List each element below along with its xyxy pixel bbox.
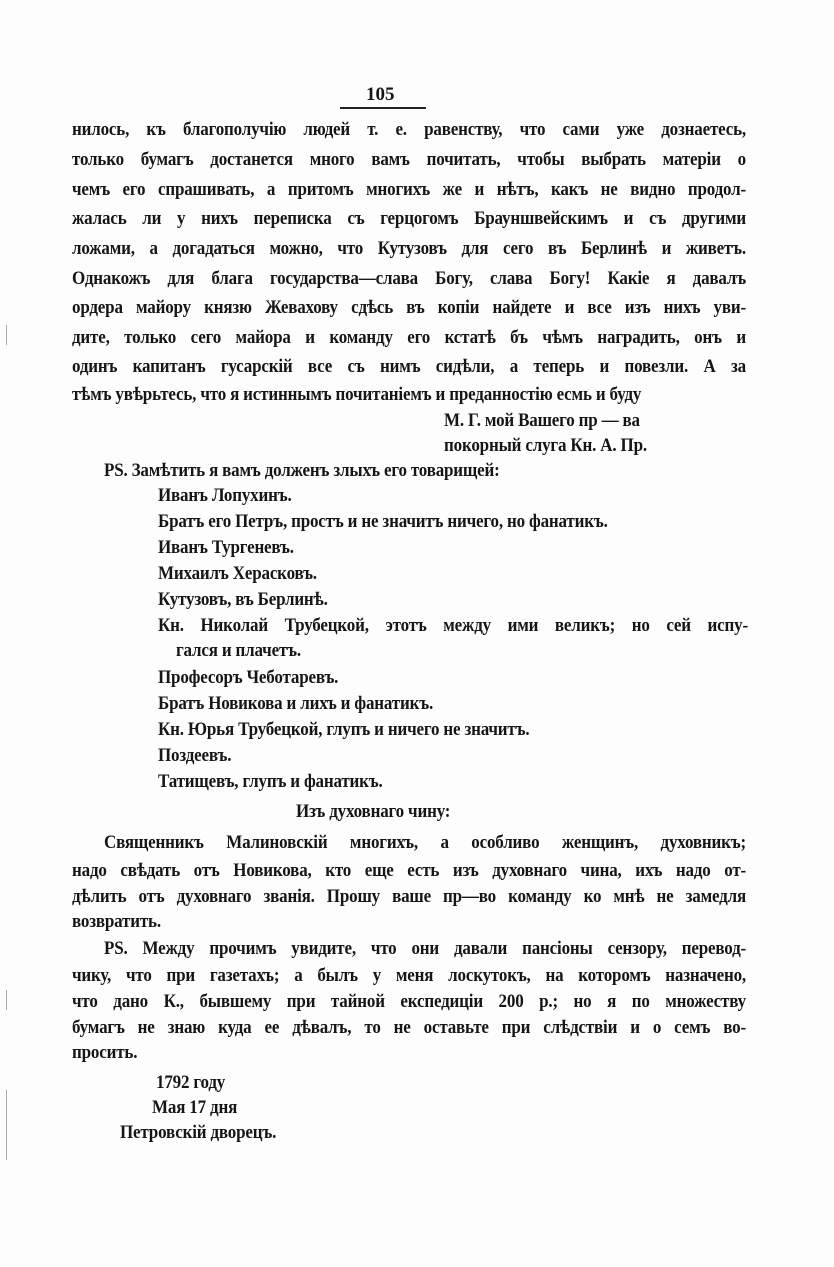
body-line: бумагъ не знаю куда ее дѣвалъ, то не оставьте при слѣдствіи и о семъ во-: [72, 1018, 746, 1038]
scan-mark: [6, 325, 7, 345]
associate-list-item: Поздеевъ.: [158, 746, 232, 766]
body-line: PS. Между прочимъ увидите, что они давали пансіоны сензору, перевод-: [104, 939, 746, 959]
body-line: дѣлить отъ духовнаго званія. Прошу ваше пр—во команду ко мнѣ не замедля: [72, 887, 746, 907]
associate-list-item: гался и плачетъ.: [176, 641, 301, 661]
header-rule: [340, 107, 426, 109]
body-line: возвратить.: [72, 912, 161, 932]
body-line: дите, только сего майора и команду его кстатѣ бъ чѣмъ наградить, онъ и: [72, 328, 746, 348]
dateline: 1792 году: [156, 1073, 226, 1093]
dateline: Мая 17 дня: [152, 1098, 238, 1118]
body-line: одинъ капитанъ гусарскій все съ нимъ сидѣли, а теперь и повезли. А за: [72, 357, 746, 377]
associate-list-item: Татищевъ, глупъ и фанатикъ.: [158, 772, 383, 792]
section-heading: Изъ духовнаго чину:: [296, 802, 451, 822]
body-line: чемъ его спрашивать, а притомъ многихъ же и нѣтъ, какъ не видно продол-: [72, 180, 746, 200]
body-line: ордера майору князю Жевахову сдѣсь въ копіи найдете и все изъ нихъ уви-: [72, 298, 746, 318]
body-line: нилось, къ благополучію людей т. е. равенству, что сами уже дознаетесь,: [72, 120, 746, 140]
signature-line: покорный слуга Кн. А. Пр.: [444, 436, 647, 456]
associate-list-item: Михаилъ Херасковъ.: [158, 564, 317, 584]
associate-list-item: Кутузовъ, въ Берлинѣ.: [158, 590, 328, 610]
body-line: просить.: [72, 1043, 138, 1063]
body-line: ложами, а догадаться можно, что Кутузовъ для сего въ Берлинѣ и живетъ.: [72, 239, 746, 259]
associate-list-item: Иванъ Тургеневъ.: [158, 538, 294, 558]
associate-list-item: Кн. Николай Трубецкой, этотъ между ими великъ; но сей испу-: [158, 616, 748, 636]
scan-mark: [6, 1090, 7, 1160]
signature-line: М. Г. мой Вашего пр — ва: [444, 411, 640, 431]
scan-mark: [6, 990, 7, 1010]
body-line: чику, что при газетахъ; а былъ у меня лоскутокъ, на которомъ назначено,: [72, 966, 746, 986]
body-line: что дано К., бывшему при тайной експедиціи 200 р.; но я по множеству: [72, 992, 746, 1012]
associate-list-item: Братъ Новикова и лихъ и фанатикъ.: [158, 694, 434, 714]
body-line: только бумагъ достанется много вамъ почитать, чтобы выбрать матеріи о: [72, 150, 746, 170]
dateline: Петровскій дворецъ.: [120, 1123, 277, 1143]
associate-list-item: Иванъ Лопухинъ.: [158, 486, 292, 506]
body-line: Однакожъ для блага государства—слава Богу, слава Богу! Какіе я давалъ: [72, 269, 746, 289]
body-line: тѣмъ увѣрьтесь, что я истиннымъ почитаніемъ и преданностію есмь и буду: [72, 385, 642, 405]
associate-list-item: Кн. Юрья Трубецкой, глупъ и ничего не значитъ.: [158, 720, 530, 740]
body-line: Священникъ Малиновскій многихъ, а особливо женщинъ, духовникъ;: [104, 833, 746, 853]
page-number: 105: [366, 84, 395, 105]
associate-list-item: Професоръ Чеботаревъ.: [158, 668, 339, 688]
postscript-heading: PS. Замѣтить я вамъ долженъ злыхъ его товарищей:: [104, 461, 500, 481]
associate-list-item: Братъ его Петръ, простъ и не значитъ ничего, но фанатикъ.: [158, 512, 608, 532]
body-line: жалась ли у нихъ переписка съ герцогомъ Брауншвейскимъ и съ другими: [72, 209, 746, 229]
body-line: надо свѣдать отъ Новикова, кто еще есть изъ духовнаго чина, ихъ надо от-: [72, 861, 746, 881]
